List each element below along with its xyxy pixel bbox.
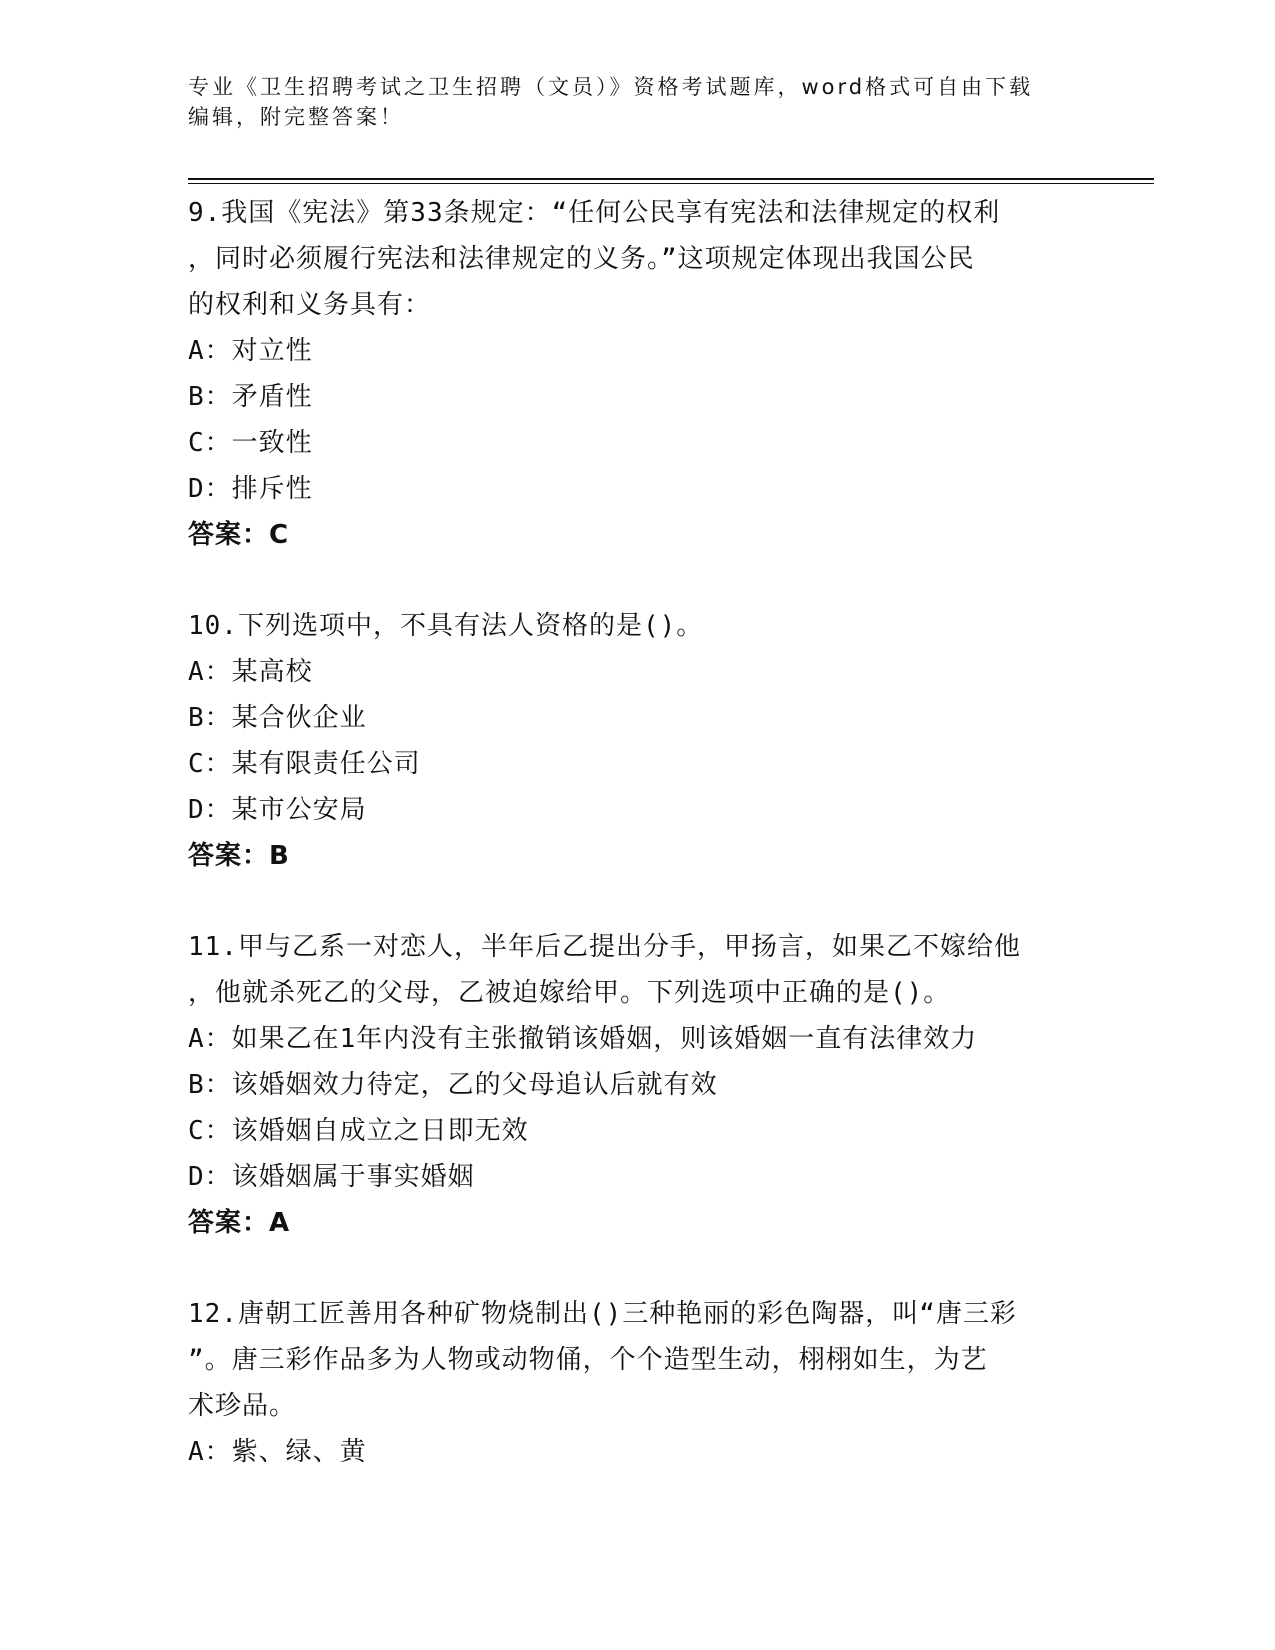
option-d: D：排斥性 — [188, 474, 313, 504]
header-line-1: 专业《卫生招聘考试之卫生招聘（文员）》资格考试题库，word格式可自由下载 — [188, 75, 1034, 99]
option-b: B：矛盾性 — [188, 382, 313, 412]
header-rule-thin — [188, 183, 1154, 184]
option-a: A：对立性 — [188, 336, 313, 366]
question-12 — [188, 1291, 1088, 1475]
header-rule-thick — [188, 178, 1154, 180]
question-text-line: 10.下列选项中，不具有法人资格的是()。 — [188, 611, 704, 641]
question-text-line: 术珍品。 — [188, 1391, 297, 1421]
answer: 答案：A — [188, 1208, 291, 1238]
header-line-2: 编辑，附完整答案！ — [188, 105, 404, 129]
option-d: D：该婚姻属于事实婚姻 — [188, 1162, 475, 1192]
option-a: A：某高校 — [188, 657, 313, 687]
option-c: C：该婚姻自成立之日即无效 — [188, 1116, 529, 1146]
question-text-line: 11.甲与乙系一对恋人，半年后乙提出分手，甲扬言，如果乙不嫁给他 — [188, 932, 1021, 962]
option-d: D：某市公安局 — [188, 795, 367, 825]
option-b: B：该婚姻效力待定，乙的父母追认后就有效 — [188, 1070, 718, 1100]
question-text-line: 9.我国《宪法》第33条规定：“任何公民享有宪法和法律规定的权利 — [188, 198, 1001, 228]
question-10 — [188, 603, 1088, 879]
option-c: C：一致性 — [188, 428, 313, 458]
question-11 — [188, 924, 1088, 1246]
option-b: B：某合伙企业 — [188, 703, 367, 733]
question-text-line: ，他就杀死乙的父母，乙被迫嫁给甲。下列选项中正确的是()。 — [188, 978, 951, 1008]
answer: 答案：C — [188, 520, 290, 550]
document-header — [188, 72, 1088, 132]
question-list — [188, 190, 1088, 1520]
option-a: A：紫、绿、黄 — [188, 1437, 367, 1467]
option-a: A：如果乙在1年内没有主张撤销该婚姻，则该婚姻一直有法律效力 — [188, 1024, 978, 1054]
question-9 — [188, 190, 1088, 558]
answer: 答案：B — [188, 841, 290, 871]
question-text-line: 的权利和义务具有： — [188, 290, 432, 320]
option-c: C：某有限责任公司 — [188, 749, 421, 779]
question-text-line: ，同时必须履行宪法和法律规定的义务。”这项规定体现出我国公民 — [188, 244, 975, 274]
question-text-line: ”。唐三彩作品多为人物或动物俑，个个造型生动，栩栩如生，为艺 — [188, 1345, 988, 1375]
question-text-line: 12.唐朝工匠善用各种矿物烧制出()三种艳丽的彩色陶器，叫“唐三彩 — [188, 1299, 1017, 1329]
